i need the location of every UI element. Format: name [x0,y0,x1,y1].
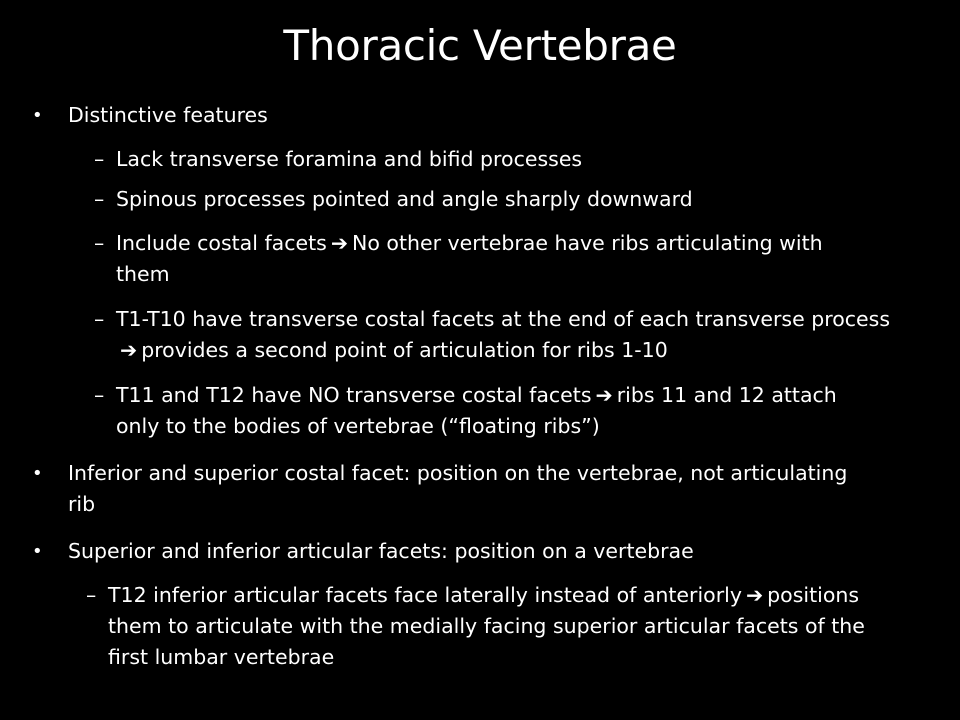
sub-bullet-item [94,380,876,442]
arrow-right-icon: ➔ [120,338,138,362]
sub-bullet-item [94,144,916,175]
arrow-right-icon: ➔ [595,383,613,407]
bullet-text: Inferior and superior costal facet: position on the vertebrae, not articulating rib [68,461,848,516]
sub-bullet-text-before: T12 inferior articular facets face laterally instead of anteriorly [108,583,742,607]
arrow-right-icon: ➔ [330,231,349,255]
dash-icon: – [86,583,97,607]
sub-bullet-item [94,228,876,290]
bullet-icon: • [32,105,43,126]
sub-bullet-text-before: T1-T10 have transverse costal facets at the end of each transverse process [116,307,891,331]
dash-icon: – [94,187,105,211]
dash-icon: – [94,231,105,255]
sub-bullet-text: Spinous processes pointed and angle sharply downward [116,187,693,211]
bullet-text: Distinctive features [68,103,268,127]
sub-bullet-item [94,184,916,215]
bullet-item [32,100,898,131]
slide-title: Thoracic Vertebrae [283,21,677,70]
sub-bullet-text-after: ribs 11 and 12 attach only to the bodies of vertebrae (“floating ribs”) [116,383,837,438]
bullet-text: Superior and inferior articular facets: position on a vertebrae [68,539,694,563]
dash-icon: – [94,307,105,331]
sub-bullet-text-after: positions them to articulate with the medially facing superior articular facets of the first lumbar vertebrae [108,583,865,669]
sub-bullet-item [86,580,898,673]
sub-bullet-text-before: Include costal facets [116,231,327,255]
arrow-right-icon: ➔ [745,583,764,607]
bullet-icon: • [32,541,43,562]
bullet-icon: • [32,463,43,484]
dash-icon: – [94,383,105,407]
bullet-item [32,536,898,567]
sub-bullet-text-after: provides a second point of articulation for ribs 1-10 [141,338,668,362]
sub-bullet-item [94,304,906,366]
sub-bullet-text: Lack transverse foramina and bifid processes [116,147,583,171]
dash-icon: – [94,147,105,171]
bullet-item [32,458,858,520]
sub-bullet-text-before: T11 and T12 have NO transverse costal facets [116,383,592,407]
sub-bullet-text-after: No other vertebrae have ribs articulating with them [116,231,823,286]
